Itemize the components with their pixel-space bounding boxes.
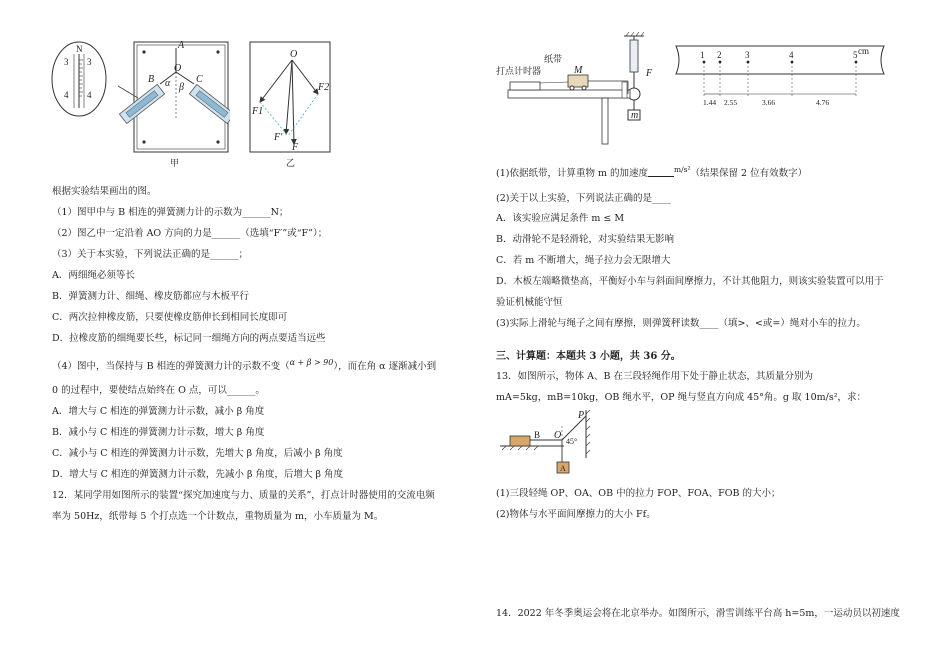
p1-part-b: （结果保留 2 位有效数字） [690, 168, 808, 179]
q3-option-d: D．拉橡皮筋的细绳要长些，标记同一细绳方向的两点要适当远些 [52, 333, 326, 344]
scale-label-3-right: 3 [87, 57, 92, 67]
scale-label-3-left: 3 [64, 57, 69, 67]
scale-label-N: N [76, 44, 83, 54]
figure-yi [248, 40, 334, 170]
label-B: B [148, 74, 155, 85]
q4-text [52, 357, 436, 373]
q13-label-P: P [578, 410, 585, 421]
q3-option-c: C．两次拉伸橡皮筋，只要使橡皮筋伸长到相同长度即可 [52, 312, 288, 323]
label-O-yi: O [290, 49, 298, 60]
tape-distance-3: 3.66 [762, 98, 776, 107]
p2-text: (2)关于以上实验，下列说法正确的是____ [496, 193, 671, 204]
paper-tape-figure [672, 40, 900, 110]
p2-option-d: D．木板左端略微垫高，平衡好小车与斜面间摩擦力，不计其他阻力，则该实验装置可以用于 [496, 276, 884, 287]
caption-yi: 乙 [286, 158, 296, 168]
q13-line1: 13．如图所示，物体 A、B 在三段轻绳作用下处于静止状态，其质量分别为 [496, 371, 813, 382]
q13-sub1: (1)三段轻绳 OP、OA、OB 中的拉力 FOP、FOA、FOB 的大小； [496, 488, 781, 499]
label-beta: β [179, 82, 184, 93]
label-O: O [174, 63, 182, 74]
label-F1: F1 [252, 106, 264, 117]
q4-formula: α + β > 90 [289, 358, 334, 367]
q4-text-cont: 0 的过程中，要使结点始终在 O 点，可以______。 [52, 385, 265, 396]
p1-part-a: (1)依据纸带，计算重物 m 的加速度 [496, 168, 649, 179]
caption-jia: 甲 [170, 158, 180, 168]
q12-line1: 12．某同学用如图所示的装置“探究加速度与力、质量的关系”，打点计时器使用的交流电频 [52, 490, 435, 501]
p3-text: (3)实际上滑轮与绳子之间有摩擦，则弹簧秤读数____（填>、<或=）绳对小车的拉力。 [496, 318, 866, 329]
label-F: F [292, 142, 299, 153]
tape-distance-1: 1.44 [703, 98, 717, 107]
timer-apparatus-figure [494, 30, 664, 148]
q1-text: （1）图甲中与 B 相连的弹簧测力计的示数为______N； [52, 207, 289, 218]
label-F-timer: F [646, 68, 653, 79]
q13-label-A: A [560, 464, 566, 473]
tape-unit: cm [858, 46, 869, 56]
label-tape: 纸带 [544, 54, 563, 64]
q13-figure [496, 408, 608, 476]
q4-option-b: B．减小与 C 相连的弹簧测力计示数，增大 β 角度 [52, 427, 265, 438]
q3-option-a: A．两细绳必须等长 [52, 270, 135, 281]
q13-sub2: (2)物体与水平面间摩擦力的大小 Ff。 [496, 509, 656, 520]
p2-option-a: A．该实验应满足条件 m ≤ M [496, 213, 625, 224]
tape-point-2: 2 [717, 50, 722, 60]
label-F-prime: F′ [274, 132, 283, 143]
tape-distance-2: 2.55 [724, 98, 738, 107]
label-C: C [196, 74, 203, 85]
p2-option-c: C．若 m 不断增大，绳子拉力会无限增大 [496, 255, 671, 266]
q3-option-b: B．弹簧测力计、细绳、橡皮筋都应与木板平行 [52, 291, 249, 302]
q4-part-a: （4）图中，当保持与 B 相连的弹簧测力计的示数不变（ [52, 361, 290, 372]
section-heading: 三、计算题：本题共 3 小题，共 36 分。 [496, 351, 681, 362]
label-m: m [631, 110, 639, 121]
label-alpha: α [165, 78, 171, 89]
p1-unit: m/s² [674, 165, 691, 174]
label-M: M [574, 65, 583, 76]
tape-point-5: 5 [853, 50, 858, 60]
tape-point-1: 1 [700, 50, 705, 60]
q13-label-45: 45° [566, 437, 578, 446]
tape-point-4: 4 [789, 50, 794, 60]
q2-text: （2）图乙中一定沿着 AO 方向的力是______（选填“F′”或“F”）； [52, 228, 328, 239]
spring-scale-zoom-figure [50, 40, 108, 118]
p1-text [496, 164, 807, 180]
label-A: A [178, 40, 185, 51]
q13-label-O: O [554, 430, 562, 441]
q4-part-b: ），而在角 α 逐渐减小到 [333, 361, 437, 372]
q4-option-d: D．增大与 C 相连的弹簧测力计示数，先减小 β 角度，后增大 β 角度 [52, 469, 343, 480]
scale-label-4-left: 4 [64, 90, 69, 100]
q13-line2: mA=5kg，mB=10kg，OB 绳水平，OP 绳与竖直方向成 45°角。g 取 10m/s²，求： [496, 392, 867, 403]
intro-text: 根据实验结果画出的图。 [52, 186, 157, 197]
p2-option-d-cont: 验证机械能守恒 [496, 297, 563, 308]
label-timer: 打点计时器 [496, 66, 542, 76]
p2-option-b: B．动滑轮不是轻滑轮，对实验结果无影响 [496, 234, 674, 245]
q3-text: （3）关于本实验，下列说法正确的是______； [52, 249, 249, 260]
p1-blank [648, 167, 674, 177]
q12-line2: 率为 50Hz，纸带每 5 个打点选一个计数点，重物质量为 m，小车质量为 M。 [52, 511, 384, 522]
tape-distance-4: 4.76 [816, 98, 830, 107]
q14-text: 14．2022 年冬季奥运会将在北京举办。如图所示，滑雪训练平台高 h=5m，一运动员以初速度 [496, 608, 900, 619]
label-F2: F2 [318, 82, 330, 93]
q4-option-a: A．增大与 C 相连的弹簧测力计示数，减小 β 角度 [52, 406, 265, 417]
figure-jia-board [104, 38, 230, 170]
q4-option-c: C．减小与 C 相连的弹簧测力计示数，先增大 β 角度，后减小 β 角度 [52, 448, 343, 459]
q13-label-B: B [534, 430, 541, 440]
tape-point-3: 3 [745, 50, 750, 60]
scale-label-4-right: 4 [87, 90, 92, 100]
